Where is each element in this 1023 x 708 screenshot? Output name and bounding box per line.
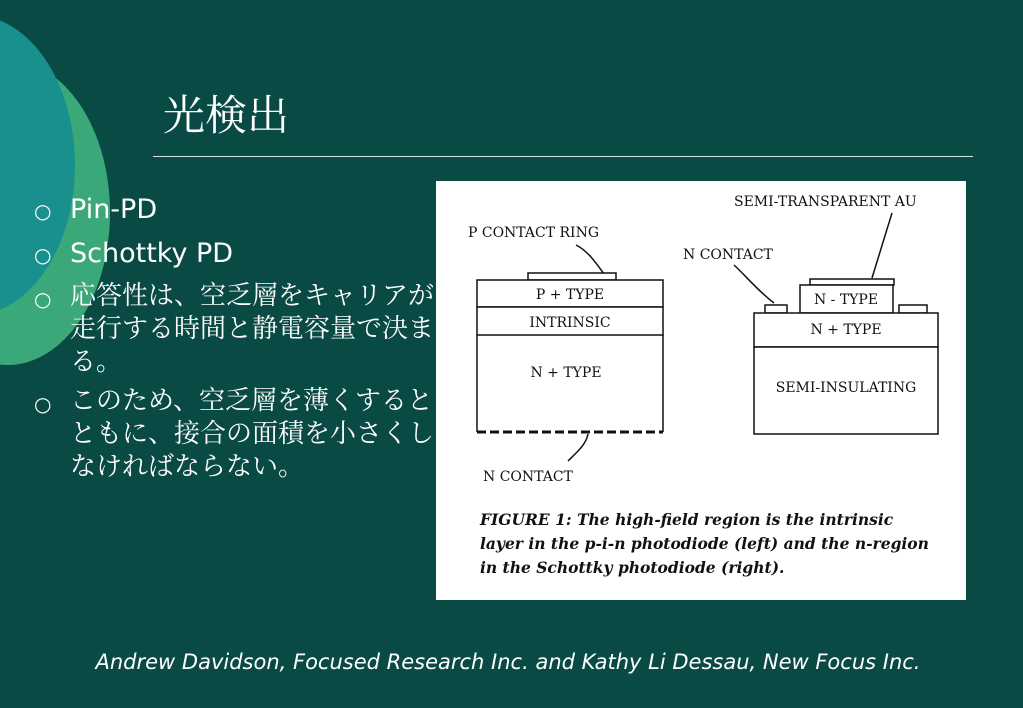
photodiode-figure: [436, 181, 966, 600]
p-type-label: P + TYPE: [535, 287, 605, 303]
p-contact-ring-leader: [576, 245, 604, 274]
circle-bullet-icon: ○: [34, 243, 52, 267]
schottky-n-contact-label: N CONTACT: [683, 247, 773, 263]
bullet-item: [34, 192, 439, 230]
bullet-item: [34, 236, 439, 274]
bullet-text: 応答性は、空乏層をキャリアが走行する時間と静電容量で決まる。: [70, 281, 435, 377]
semi-insulating-label: SEMI-INSULATING: [775, 380, 917, 396]
circle-bullet-icon: ○: [34, 287, 52, 311]
n-contact-leader: [568, 434, 588, 461]
n-plus-type-label: N + TYPE: [810, 322, 882, 338]
bullet-item: [34, 385, 439, 484]
n-minus-type-label: N - TYPE: [813, 292, 879, 308]
semi-transparent-au-label: SEMI-TRANSPARENT AU: [734, 194, 917, 210]
n-contact-label: N CONTACT: [483, 469, 573, 485]
circle-bullet-icon: ○: [34, 199, 52, 223]
bullet-text: Schottky PD: [70, 238, 234, 269]
circle-bullet-icon: ○: [34, 392, 52, 416]
n-contact-pad-right: [899, 305, 927, 313]
footer-credits: Andrew Davidson, Focused Research Inc. and Kathy Li Dessau, New Focus Inc.: [95, 650, 921, 674]
n-contact-pad-left: [765, 305, 787, 313]
n-type-layer: [477, 335, 663, 432]
bullet-list: [34, 192, 439, 490]
title-divider: [153, 156, 973, 157]
schottky-n-contact-leader: [734, 265, 774, 303]
pin-photodiode: [468, 225, 663, 485]
semi-transparent-au-layer: [810, 279, 894, 285]
slide-title: 光検出: [163, 91, 290, 140]
p-contact-ring-label: P CONTACT RING: [468, 225, 599, 241]
semi-transparent-au-leader: [872, 213, 892, 278]
bullet-text: このため、空乏層を薄くするとともに、接合の面積を小さくしなければならない。: [70, 386, 435, 482]
p-contact-ring: [528, 273, 616, 280]
bullet-text: Pin-PD: [70, 194, 158, 225]
figure-caption: FIGURE 1: The high-field region is the intrinsic layer in the p-i-n photodiode (left) and the n-region in the Schottky photodiode (right).: [480, 510, 929, 577]
bullet-item: [34, 280, 439, 379]
intrinsic-label: INTRINSIC: [529, 315, 611, 331]
schottky-photodiode: [683, 194, 938, 434]
n-type-label: N + TYPE: [530, 365, 602, 381]
